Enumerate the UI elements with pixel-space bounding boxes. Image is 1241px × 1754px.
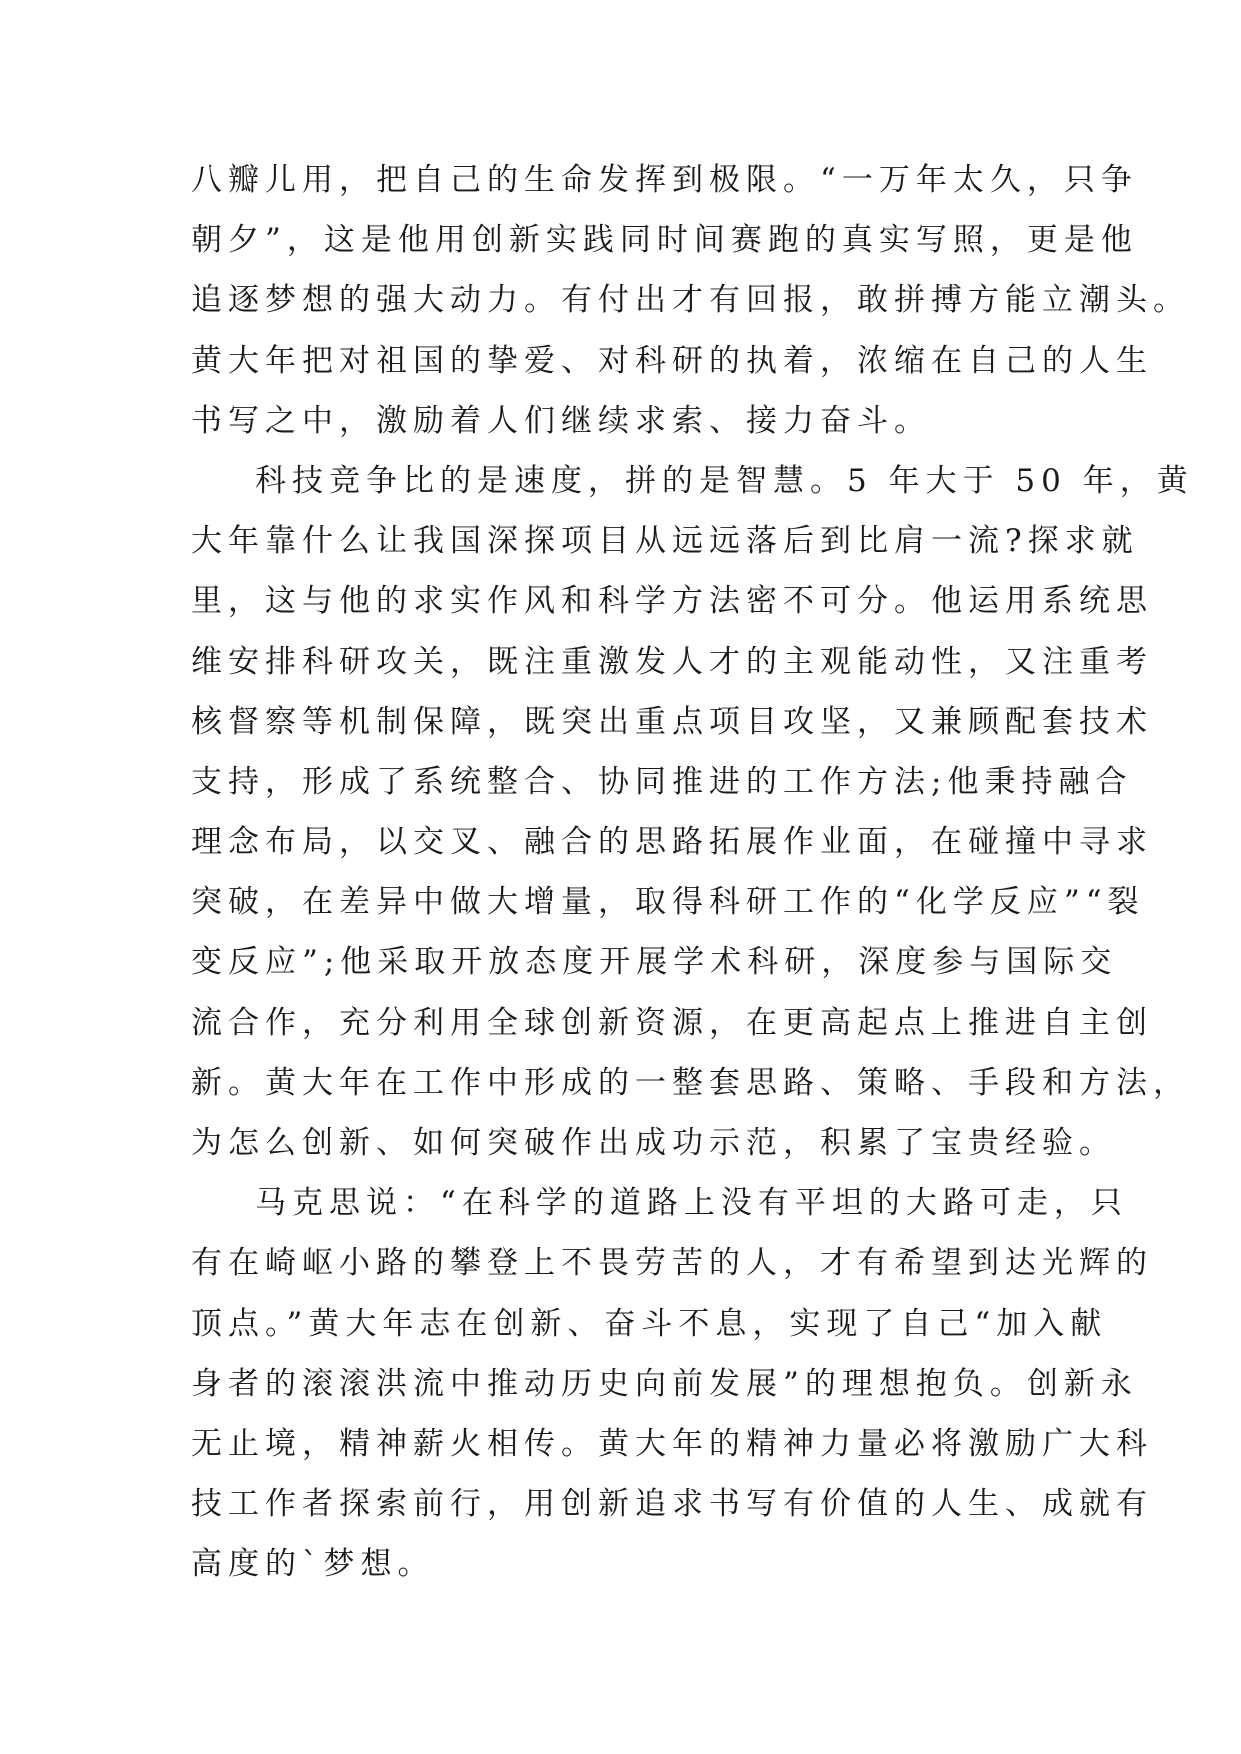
paragraph-2 [191,451,1194,1173]
text-line: 新。黄大年在工作中形成的一整套思路、策略、手段和方法， [191,1064,1190,1101]
text-line: 无止境，精神薪火相传。黄大年的精神力量必将激励广大科 [191,1425,1153,1462]
text-line: 马克思说：“在科学的道路上没有平坦的大路可走，只 [255,1185,1128,1222]
paragraph-1 [191,150,1190,451]
text-line: 维安排科研攻关，既注重激发人才的主观能动性，又注重考 [191,643,1153,680]
text-line: 顶点。”黄大年志在创新、奋斗不息，实现了自己“加入献 [191,1305,1108,1342]
body-text [191,150,1194,1595]
text-line: 身者的滚滚洪流中推动历史向前发展”的理想抱负。创新永 [191,1365,1138,1402]
text-line: 书写之中，激励着人们继续求索、接力奋斗。 [191,402,931,439]
text-line: 科技竞争比的是速度，拼的是智慧。5 年大于 50 年，黄 [255,462,1194,499]
text-line: 里，这与他的求实作风和科学方法密不可分。他运用系统思 [191,583,1153,620]
paragraph-3 [191,1173,1153,1594]
text-line: 理念布局，以交叉、融合的思路拓展作业面，在碰撞中寻求 [191,824,1153,861]
text-line: 变反应”;他采取开放态度开展学术科研，深度参与国际交 [191,944,1118,981]
text-line: 有在崎岖小路的攀登上不畏劳苦的人，才有希望到达光辉的 [191,1245,1153,1282]
text-line: 大年靠什么让我国深探项目从远远落后到比肩一流?探求就 [191,523,1139,560]
text-line: 核督察等机制保障，既突出重点项目攻坚，又兼顾配套技术 [191,703,1153,740]
text-line: 为怎么创新、如何突破作出成功示范，积累了宝贵经验。 [191,1125,1116,1161]
text-line: 支持，形成了系统整合、协同推进的工作方法;他秉持融合 [191,763,1133,800]
text-line: 突破，在差异中做大增量，取得科研工作的“化学反应”“裂 [191,884,1145,921]
text-line: 技工作者探索前行，用创新追求书写有价值的人生、成就有 [191,1486,1153,1523]
text-line: 追逐梦想的强大动力。有付出才有回报，敢拼搏方能立潮头。 [191,282,1190,319]
text-line: 流合作，充分利用全球创新资源，在更高起点上推进自主创 [191,1004,1153,1041]
text-line: 八瓣儿用，把自己的生命发挥到极限。“一万年太久，只争 [191,162,1138,198]
text-line: 朝夕”，这是他用创新实践同时间赛跑的真实写照，更是他 [191,222,1138,259]
text-line: 黄大年把对祖国的挚爱、对科研的执着，浓缩在自己的人生 [191,342,1153,379]
text-line: 高度的`梦想。 [191,1546,435,1583]
